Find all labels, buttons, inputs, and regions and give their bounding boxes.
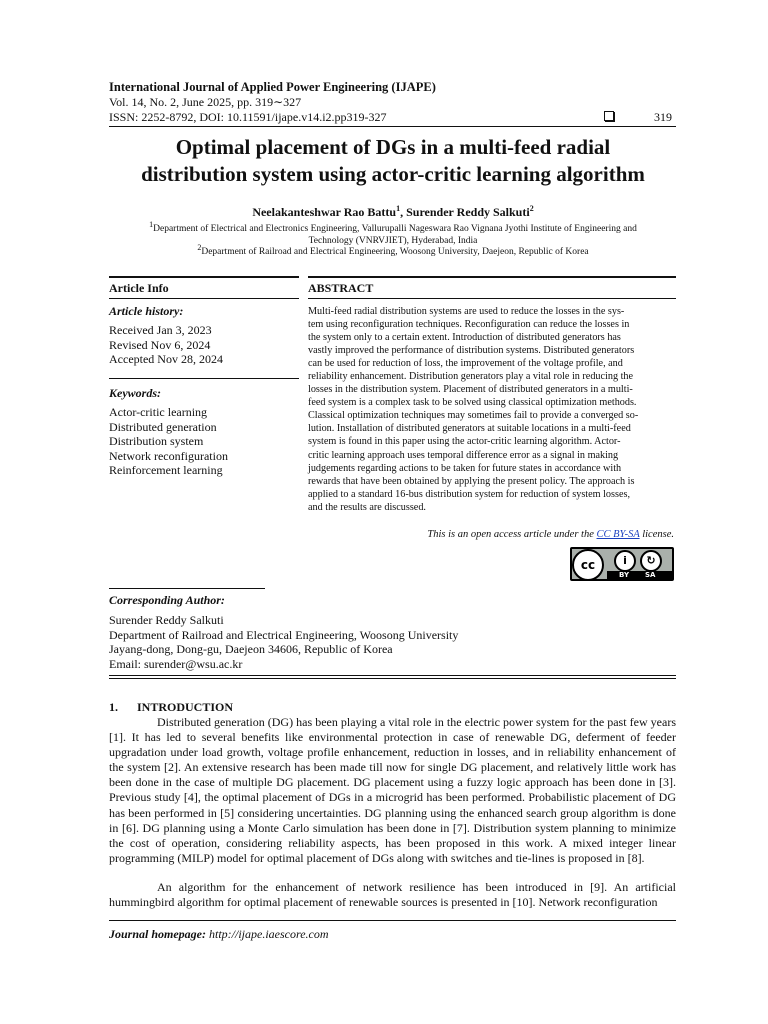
author-1-sup: 1 <box>396 204 401 213</box>
person-icon: i <box>614 550 636 572</box>
aff2-sup: 2 <box>197 243 202 252</box>
cc-by-sa-badge[interactable] <box>570 547 674 581</box>
history-dates <box>109 323 223 367</box>
keywords-label: Keywords: <box>109 386 161 400</box>
aff2-text: Department of Railroad and Electrical Engineering, Woosong University, Daejeon, Republic of Korea <box>201 247 589 258</box>
revised-date: Revised Nov 6, 2024 <box>109 337 211 352</box>
abstract-line: applied to a standard 16-bus distribution system for reduction of system losses, <box>308 488 630 500</box>
aff1-line-1: Department of Electrical and Electronics Engineering, Vallurupalli Nageswara Rao Vignana Jyothi Institute of Engineering and <box>153 224 637 235</box>
abstract-top-rule <box>308 276 676 278</box>
journal-homepage <box>109 927 329 942</box>
abstract-line: Multi-feed radial distribution systems are used to reduce the losses in the sys- <box>308 306 625 317</box>
aff1-line-2: Technology (VNRVJIET), Hyderabad, India <box>308 236 478 247</box>
issn-row <box>109 110 672 125</box>
header-rule <box>109 126 676 127</box>
front-matter-rule-2 <box>109 678 676 679</box>
corresponding-details <box>109 613 458 671</box>
journal-header <box>109 80 436 110</box>
affiliation-2 <box>100 242 686 258</box>
history-rule <box>109 378 299 379</box>
abstract-sub-rule <box>308 298 676 299</box>
abstract-line: losses in the distribution system. Placement of distributed generators in a multi- <box>308 384 633 396</box>
oa-prefix: This is an open access article under the <box>427 529 597 540</box>
badge-by: BY <box>619 571 630 579</box>
corresponding-rule <box>109 588 265 589</box>
homepage-label: Journal homepage: <box>109 927 207 941</box>
author-1: Neelakanteshwar Rao Battu <box>252 205 397 219</box>
intro-paragraph-1: Distributed generation (DG) has been playing a vital role in the electric power system for the past few years [1]. It has led to several benefits like environmental protection in case of renewable DG, deferment of feeder upgradation under load growth, voltage profile enhancement, reduction in losses, and in reliability enhancement of the system [2]. An extensive research has been made till now for single DG placement, and relatively little work has been done in the case of multiple DG placement. DG placement using a fuzzy logic approach has been done in [3]. Previous study [4], the optimal placement of DGs in a microgrid has been performed. Probabilistic placement of DG has been performed in [5] considering uncertainties. DG planning using the enhanced search group algorithm is done in [6]. DG planning using a Monte Carlo simulation has been done in [7]. Distribution system planning to minimize the cost of operation, considering reliability aspects, has been proposed in this work. A mixed integer linear programming (MILP) model for optimal placement of DGs along with switches and tie-lines is proposed in [8]. <box>109 715 676 865</box>
corresponding-label: Corresponding Author: <box>109 593 225 607</box>
keyword: Reinforcement learning <box>109 463 223 477</box>
section-title: INTRODUCTION <box>137 700 234 714</box>
abstract-line: can be used for reduction of loss, the improvement of the voltage profile, and <box>308 358 623 370</box>
badge-sa: SA <box>645 571 656 579</box>
front-matter-rule-1 <box>109 675 676 676</box>
page-number: 319 <box>654 110 672 124</box>
author-2: Surender Reddy Salkuti <box>406 205 530 219</box>
keyword: Distributed generation <box>109 419 217 434</box>
section-heading <box>109 700 233 715</box>
cc-by-sa-link[interactable]: CC BY-SA <box>596 529 640 540</box>
corresponding-name: Surender Reddy Salkuti <box>109 613 224 627</box>
open-access-note <box>300 529 674 540</box>
abstract-heading: ABSTRACT <box>308 281 374 295</box>
abstract-line: system is found in this paper using the actor-critic learning algorithm. Actor- <box>308 436 621 448</box>
abstract-text <box>308 305 676 514</box>
cc-icon: cc <box>572 549 604 581</box>
abstract-line: rewards that have been obtained by applying the present policy. The approach is <box>308 475 635 487</box>
section-number: 1. <box>109 700 118 714</box>
abstract-line: and the results are discussed. <box>308 501 426 513</box>
abstract-line: vastly improved the performance of distribution systems. Distributed generators <box>308 345 635 357</box>
keywords-list <box>109 405 228 478</box>
accepted-date: Accepted Nov 28, 2024 <box>109 352 223 366</box>
title-line-1: Optimal placement of DGs in a multi-feed radial <box>175 135 611 159</box>
history-label: Article history: <box>109 304 184 318</box>
author-2-sup: 2 <box>529 204 534 213</box>
abstract-line: tem using reconfiguration techniques. Reconfiguration can reduce the losses in <box>308 319 630 331</box>
square-icon <box>604 111 614 121</box>
info-top-rule <box>109 276 299 278</box>
volume-line: Vol. 14, No. 2, June 2025, pp. 319∼327 <box>109 95 302 109</box>
share-alike-icon: ↻ <box>640 550 662 572</box>
corresponding-address: Jayang-dong, Dong-gu, Daejeon 34606, Republic of Korea <box>109 642 393 656</box>
abstract-line: feed system is a complex task to be solved using classical optimization methods. <box>308 397 637 409</box>
corresponding-dept: Department of Railroad and Electrical Engineering, Woosong University <box>109 627 459 642</box>
info-sub-rule <box>109 298 299 299</box>
keyword: Network reconfiguration <box>109 448 228 463</box>
homepage-url[interactable]: http://ijape.iaescore.com <box>206 927 329 941</box>
abstract-line: the system only to a certain extent. Introduction of distributed generators has <box>308 332 621 344</box>
issn-line: ISSN: 2252-8792, DOI: 10.11591/ijape.v14.i2.pp319-327 <box>109 110 387 124</box>
aff1-sup: 1 <box>149 220 154 229</box>
oa-suffix: license. <box>639 529 674 540</box>
title-line-2: distribution system using actor-critic learning algorithm <box>141 162 645 186</box>
keyword: Actor-critic learning <box>109 405 208 419</box>
abstract-line: reliability enhancement. Distribution generators play a vital role in reducing the <box>308 371 634 383</box>
footer-rule <box>109 920 676 921</box>
abstract-line: Classical optimization techniques may sometimes fail to provide a converged so- <box>308 410 639 422</box>
abstract-line: critic learning approach uses temporal difference error as a signal in making <box>308 449 619 461</box>
author-separator: , <box>400 205 407 219</box>
abstract-line: judgements regarding actions to be taken for future states in accordance with <box>308 462 622 474</box>
journal-name: International Journal of Applied Power Engineering (IJAPE) <box>109 80 436 94</box>
article-info-heading: Article Info <box>109 281 169 295</box>
authors <box>100 204 686 220</box>
keyword: Distribution system <box>109 434 204 448</box>
received-date: Received Jan 3, 2023 <box>109 323 212 337</box>
abstract-line: lution. Installation of distributed generators at suitable locations in a multi-feed <box>308 423 631 435</box>
corresponding-email: Email: surender@wsu.ac.kr <box>109 656 243 671</box>
paper-title <box>100 134 686 188</box>
intro-paragraph-2: An algorithm for the enhancement of network resilience has been introduced in [9]. An artificial hummingbird algorithm for optimal placement of renewable sources is presented in [10]. Network reconfiguration <box>109 880 676 910</box>
